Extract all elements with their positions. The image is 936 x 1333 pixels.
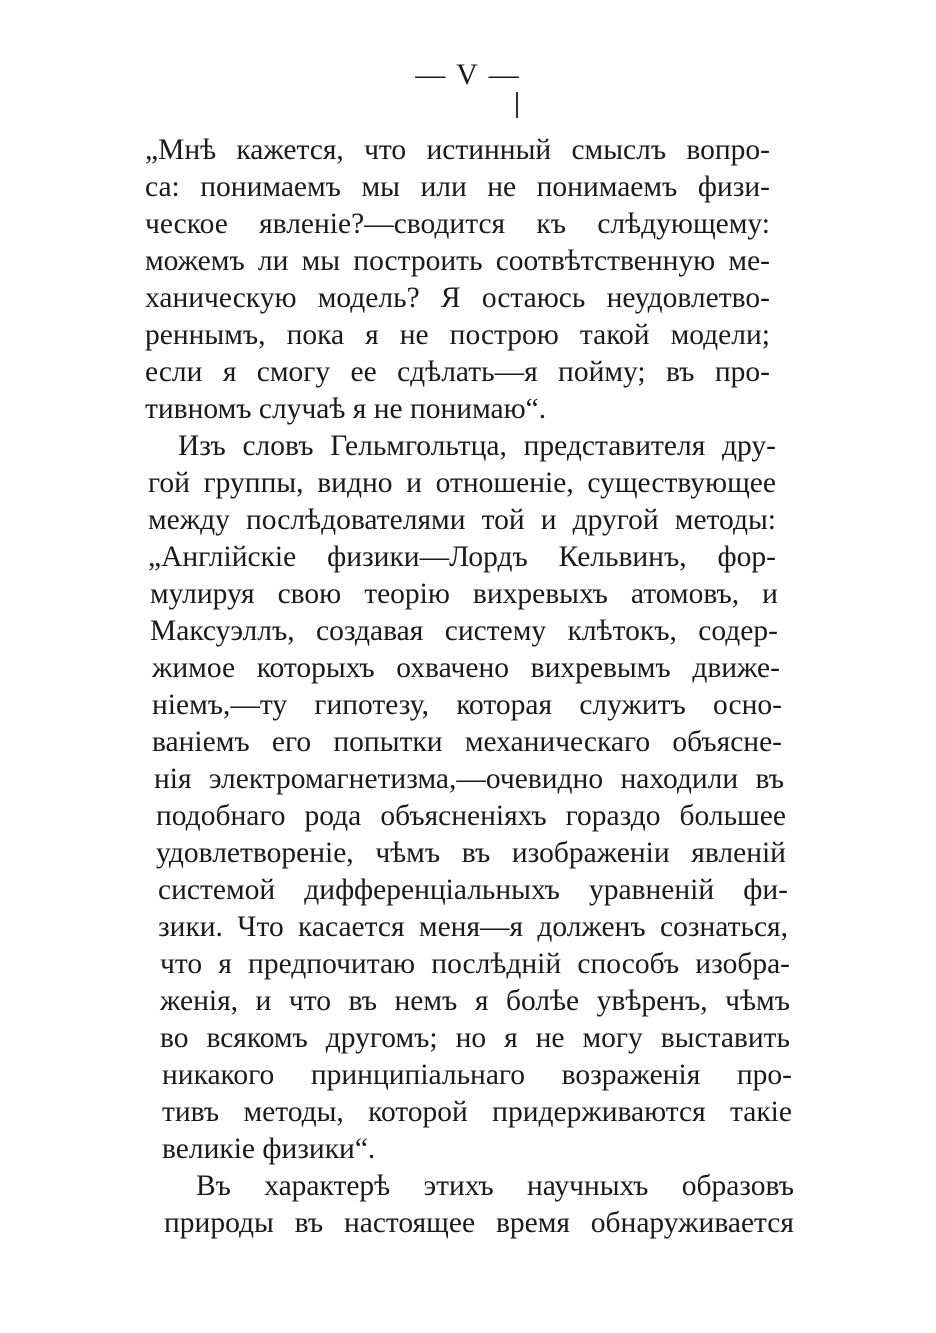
word: модель?: [317, 282, 420, 314]
word: я: [218, 948, 232, 980]
word: но: [455, 1022, 487, 1054]
word: въ: [755, 763, 784, 795]
word: мы: [361, 171, 400, 203]
word: пойму;: [558, 356, 646, 388]
word: Я: [440, 282, 461, 314]
word: зики.: [158, 911, 223, 943]
word: чѣмъ: [725, 985, 790, 1017]
word: научныхъ: [526, 1170, 649, 1202]
word: механическаго: [464, 726, 651, 758]
word: представителя: [523, 430, 706, 462]
word: методы,: [243, 1096, 344, 1128]
word: могу: [582, 1022, 643, 1054]
word: атомовъ,: [630, 578, 740, 610]
word: способъ: [577, 948, 680, 980]
word: смыслъ: [571, 134, 667, 166]
word: Что: [237, 911, 284, 943]
text-line: [148, 539, 776, 575]
word: послѣдній: [431, 948, 562, 980]
word: кажется,: [236, 134, 344, 166]
word: я: [474, 985, 489, 1017]
word: видно: [317, 467, 393, 499]
page-number: — V —: [415, 58, 521, 91]
word: другой: [572, 504, 659, 536]
word: явленіе?—сводится: [259, 208, 506, 240]
text-line: [152, 724, 782, 760]
word: такіе: [730, 1096, 792, 1128]
word: фи-: [743, 874, 788, 906]
word: теорію: [364, 578, 450, 610]
word: физики—Лордъ: [327, 541, 528, 573]
word: въ: [348, 985, 377, 1017]
text-line: тивномъ случаѣ я не понимаю“.: [145, 393, 547, 425]
word: реннымъ,: [145, 319, 266, 351]
word: и: [406, 467, 422, 499]
word: ніемъ,—ту: [152, 689, 288, 721]
word: объясне-: [672, 726, 782, 758]
word: уравненій: [588, 874, 715, 906]
word: другомъ;: [325, 1022, 438, 1054]
word: тивъ: [162, 1096, 220, 1128]
text-line: [145, 280, 770, 316]
word: гораздо: [565, 800, 661, 832]
word: обнаруживается: [590, 1207, 794, 1239]
word: вихревымъ: [530, 652, 671, 684]
word: Изъ: [178, 430, 226, 462]
word: большее: [679, 800, 786, 832]
text-line: [162, 1094, 792, 1130]
word: смогу: [256, 356, 331, 388]
text-line: [160, 1020, 790, 1056]
text-line: [150, 576, 778, 612]
word: ческое: [145, 208, 228, 240]
text-line: [162, 1057, 792, 1093]
word: и: [540, 504, 557, 536]
word: такой: [579, 319, 650, 351]
word: увѣренъ,: [596, 985, 708, 1017]
text-line: [152, 650, 780, 686]
word: если: [145, 356, 203, 388]
word: охвачено: [396, 652, 509, 684]
text-line: [156, 798, 786, 834]
word: я: [504, 1022, 518, 1054]
margin-mark: [516, 92, 518, 118]
word: слѣдующему:: [597, 208, 770, 240]
word: ли: [257, 245, 289, 277]
word: подобнаго: [156, 800, 286, 832]
word: ее: [350, 356, 377, 388]
word: понимаемъ: [536, 171, 678, 203]
word: осно-: [713, 689, 782, 721]
word: создавая: [316, 615, 424, 647]
text-line: великіе физики“.: [162, 1133, 376, 1165]
text-line: [160, 983, 790, 1019]
text-line: [145, 317, 770, 353]
word: мулируя: [150, 578, 255, 610]
word: предпочитаю: [248, 948, 416, 980]
word: характерѣ: [264, 1170, 391, 1202]
word: сдѣлать—я: [397, 356, 538, 388]
text-line: [145, 206, 770, 242]
text-line: [178, 428, 776, 464]
word: гой: [148, 467, 190, 499]
word: къ: [536, 208, 567, 240]
word: рода: [304, 800, 362, 832]
word: Максуэллъ,: [150, 615, 295, 647]
word: время: [495, 1207, 570, 1239]
word: систему: [444, 615, 547, 647]
text-line: [148, 465, 776, 501]
text-line: [156, 835, 786, 871]
word: истинный: [426, 134, 552, 166]
word: не: [487, 171, 517, 203]
word: физи-: [697, 171, 770, 203]
word: попытки: [333, 726, 443, 758]
word: неудовлетво-: [606, 282, 770, 314]
word: болѣе: [505, 985, 580, 1017]
text-line: [148, 502, 776, 538]
word: построить: [353, 245, 483, 277]
word: удовлетвореніе,: [156, 837, 354, 869]
word: фор-: [717, 541, 776, 573]
word: въ: [294, 1207, 324, 1239]
text-line: [152, 687, 782, 723]
word: Кельвинъ,: [558, 541, 687, 573]
word: вихревыхъ: [472, 578, 608, 610]
word: въ: [665, 356, 695, 388]
word: системой: [158, 874, 276, 906]
word: природы: [164, 1207, 274, 1239]
word: сознаться,: [659, 911, 788, 943]
word: ме-: [728, 245, 770, 277]
word: не: [399, 319, 429, 351]
word: электромагнетизма,—очевидно: [208, 763, 604, 795]
word: соотвѣтственную: [495, 245, 716, 277]
word: существующее: [587, 467, 776, 499]
word: построю: [449, 319, 559, 351]
word: са:: [145, 171, 180, 203]
text-line: [145, 169, 770, 205]
word: я: [222, 356, 237, 388]
text-line: [196, 1168, 794, 1204]
word: послѣдователями: [246, 504, 466, 536]
word: настоящее: [343, 1207, 476, 1239]
word: той: [481, 504, 525, 536]
word: Въ: [196, 1170, 231, 1202]
word: придерживаются: [492, 1096, 706, 1128]
word: свою: [277, 578, 342, 610]
word: остаюсь: [481, 282, 586, 314]
word: которыхъ: [256, 652, 375, 684]
word: содер-: [698, 615, 778, 647]
word: въ: [461, 837, 491, 869]
word: изобра-: [695, 948, 790, 980]
word: которой: [368, 1096, 468, 1128]
word: группы,: [203, 467, 304, 499]
word: можемъ: [145, 245, 245, 277]
word: образовъ: [681, 1170, 794, 1202]
word: методы:: [674, 504, 776, 536]
word: вопро-: [686, 134, 770, 166]
word: принципіальнаго: [310, 1059, 526, 1091]
word: меня—я: [418, 911, 524, 943]
word: пока: [286, 319, 345, 351]
word: находили: [620, 763, 739, 795]
word: дифференціальныхъ: [304, 874, 560, 906]
text-line: [158, 909, 788, 945]
word: модели;: [670, 319, 770, 351]
word: которая: [456, 689, 553, 721]
word: „Мнѣ: [145, 134, 217, 166]
word: что: [288, 985, 331, 1017]
text-line: [164, 1205, 794, 1241]
word: ваніемъ: [152, 726, 250, 758]
word: Гельмгольтца,: [330, 430, 507, 462]
word: его: [271, 726, 312, 758]
word: гипотезу,: [314, 689, 429, 721]
word: всякомъ: [206, 1022, 308, 1054]
word: клѣтокъ,: [567, 615, 677, 647]
word: касается: [298, 911, 405, 943]
word: никакого: [162, 1059, 275, 1091]
word: отношеніе,: [435, 467, 574, 499]
word: выставить: [660, 1022, 790, 1054]
word: между: [148, 504, 230, 536]
word: понимаемъ: [200, 171, 341, 203]
word: „Англійскіе: [148, 541, 297, 573]
word: жимое: [152, 652, 236, 684]
word: объясненіяхъ: [380, 800, 547, 832]
word: изображеніи: [511, 837, 670, 869]
word: этихъ: [423, 1170, 494, 1202]
word: возраженія: [561, 1059, 701, 1091]
word: женія,: [160, 985, 239, 1017]
word: во: [160, 1022, 189, 1054]
word: дру-: [722, 430, 776, 462]
word: движе-: [692, 652, 780, 684]
word: я: [365, 319, 379, 351]
word: явленій: [691, 837, 786, 869]
word: или: [420, 171, 467, 203]
text-line: [154, 761, 784, 797]
word: долженъ: [537, 911, 646, 943]
word: чѣмъ: [375, 837, 441, 869]
word: немъ: [394, 985, 458, 1017]
text-line: [158, 872, 788, 908]
text-line: [160, 946, 790, 982]
word: ханическую: [145, 282, 297, 314]
text-line: [145, 243, 770, 279]
word: нія: [154, 763, 192, 795]
word: словъ: [242, 430, 314, 462]
text-line: [150, 613, 778, 649]
word: служитъ: [579, 689, 686, 721]
word: про-: [714, 356, 770, 388]
word: что: [364, 134, 407, 166]
word: и: [255, 985, 272, 1017]
word: не: [535, 1022, 565, 1054]
word: про-: [736, 1059, 792, 1091]
word: что: [160, 948, 203, 980]
word: и: [762, 578, 778, 610]
text-line: [145, 354, 770, 390]
word: мы: [301, 245, 341, 277]
text-line: [145, 132, 770, 168]
